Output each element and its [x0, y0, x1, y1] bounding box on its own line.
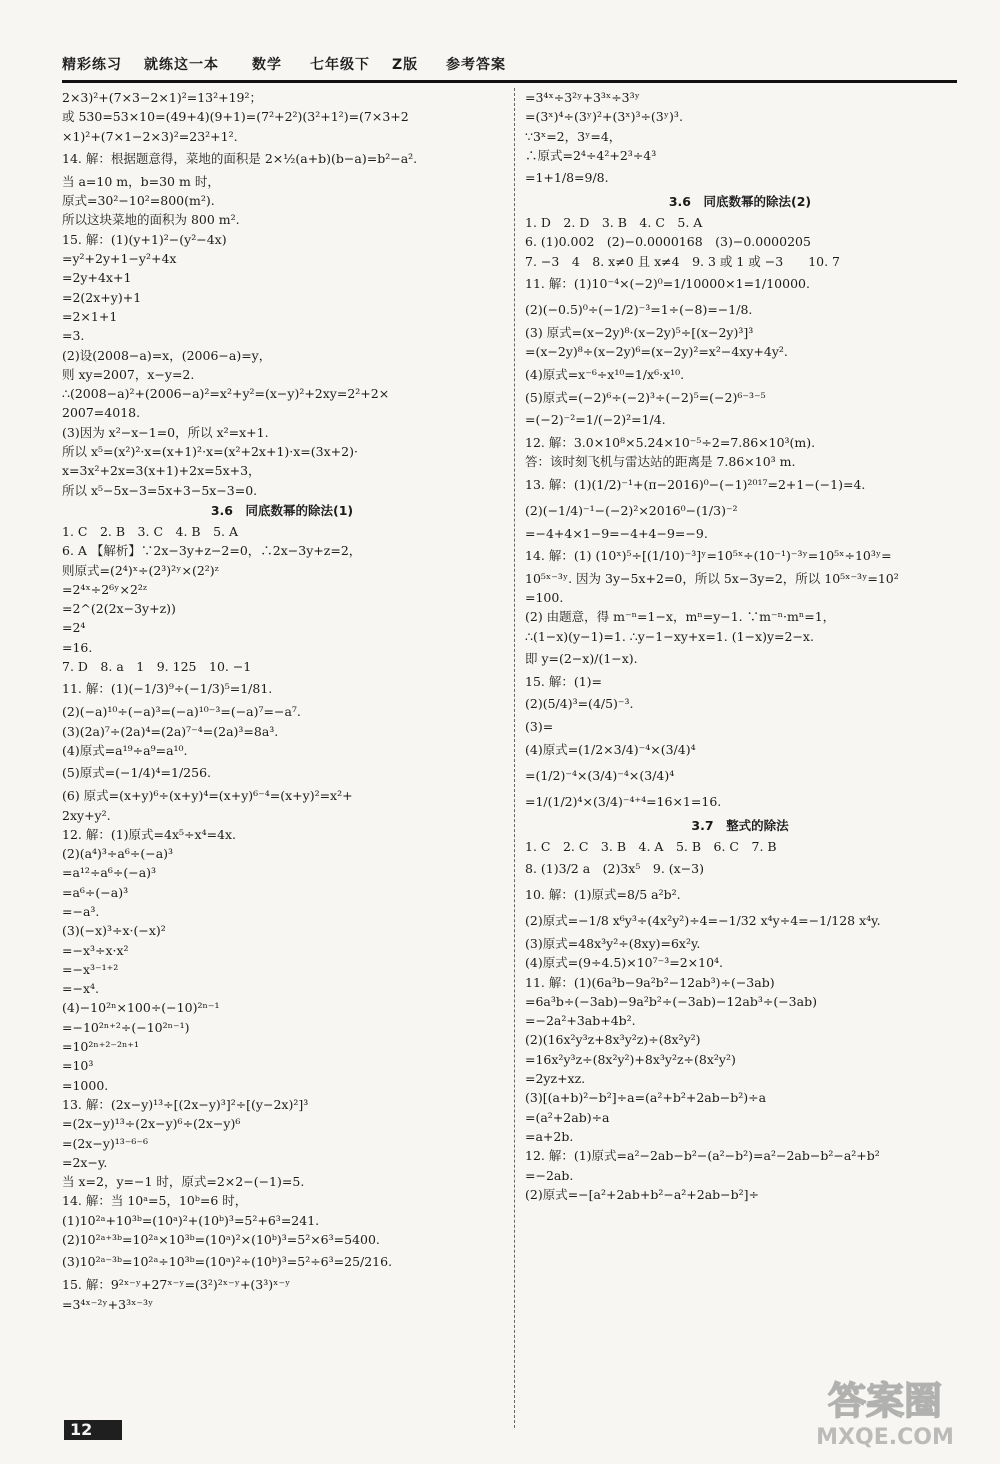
answer-line: (2)(a⁴)³÷a⁶÷(−a)³	[62, 846, 174, 862]
answer-line: (4)原式=(9÷4.5)×10⁷⁻³=2×10⁴.	[525, 955, 724, 971]
answer-line: 或 530=53×10=(49+4)(9+1)=(7²+2²)(3²+1²)=(7×3+2	[62, 109, 409, 125]
answer-line: (2)(5/4)³=(4/5)⁻³.	[525, 696, 634, 712]
answer-line: =(a²+2ab)÷a	[525, 1109, 610, 1125]
answer-line: =−a³.	[62, 903, 100, 919]
answer-line: =(−2)⁻²=1/(−2)²=1/4.	[525, 411, 666, 427]
answer-line: 14. 解：(1) (10ˣ)⁵÷[(1/10)⁻³]ʸ=10⁵ˣ÷(10⁻¹)⁻³ʸ=10⁵ˣ÷10³ʸ=	[525, 547, 892, 563]
answer-line: =(x−2y)⁸÷(x−2y)⁶=(x−2y)²=x²−4xy+4y².	[525, 344, 788, 360]
answer-line: (2)(−a)¹⁰÷(−a)³=(−a)¹⁰⁻³=(−a)⁷=−a⁷.	[62, 704, 301, 720]
answer-line: (1)10²ᵃ+10³ᵇ=(10ᵃ)²+(10ᵇ)³=5²+6³=241.	[62, 1212, 320, 1228]
answer-line: (4)原式=x⁻⁶÷x¹⁰=1/x⁶·x¹⁰.	[525, 366, 685, 382]
answer-line: 10⁵ˣ⁻³ʸ. 因为 3y−5x+2=0，所以 5x−3y=2，所以 10⁵ˣ⁻³ʸ=10²	[525, 570, 899, 586]
answer-line: 14. 解：根据题意得，菜地的面积是 2×½(a+b)(b−a)=b²−a².	[62, 150, 418, 166]
answer-line: ∵3ˣ=2，3ʸ=4，	[525, 128, 622, 144]
answer-line: 15. 解：(1)(y+1)²−(y²−4x)	[62, 231, 227, 247]
answer-line: 则原式=(2⁴)ˣ÷(2³)²ʸ×(2²)ᶻ	[62, 562, 219, 578]
answer-line: 7. D 8. a 1 9. 125 10. −1	[62, 659, 252, 675]
answer-line: =2yz+xz.	[525, 1071, 586, 1087]
answer-line: =a⁶÷(−a)³	[62, 884, 129, 900]
answer-line: =−2ab.	[525, 1167, 574, 1183]
grade: 七年级下	[310, 57, 370, 73]
answer-line: =16.	[62, 639, 93, 655]
answer-line: =−10²ⁿ⁺²÷(−10²ⁿ⁻¹)	[62, 1019, 190, 1035]
column-divider	[514, 88, 515, 1428]
answer-line: 当 x=2，y=−1 时，原式=2×2−(−1)=5.	[62, 1174, 305, 1190]
answer-line: (3)原式=48x³y²÷(8xy)=6x²y.	[525, 935, 701, 951]
answer-line: (3)(2a)⁷÷(2a)⁴=(2a)⁷⁻⁴=(2a)³=8a³.	[62, 723, 279, 739]
answer-line: (3)[(a+b)²−b²]÷a=(a²+b²+2ab−b²)÷a	[525, 1090, 767, 1106]
answer-line: 6. (1)0.002 (2)−0.0000168 (3)−0.0000205	[525, 234, 811, 250]
watermark-logo	[800, 1372, 970, 1452]
answer-line: =3⁴ˣ÷3²ʸ+3³ˣ÷3³ʸ	[525, 90, 640, 105]
answer-line: (2) 由题意，得 m⁻ⁿ=1−x，mⁿ=y−1. ∵m⁻ⁿ·mⁿ=1，	[525, 609, 836, 625]
answer-line: 13. 解：(2x−y)¹³÷[(2x−y)³]²÷[(y−2x)²]³	[62, 1096, 309, 1112]
book-title: 精彩练习	[62, 57, 122, 73]
answer-line: 所以这块菜地的面积为 800 m².	[62, 212, 240, 228]
answer-line: =16x²y³z÷(8x²y²)+8x³y²z÷(8x²y²)	[525, 1051, 736, 1067]
watermark-text-cn: 答案圈	[827, 1379, 943, 1423]
page-number: 12	[64, 1420, 122, 1440]
subject: 数学	[252, 57, 282, 73]
answer-line: 1. C 2. B 3. C 4. B 5. A	[62, 523, 239, 539]
left-column	[62, 88, 502, 1314]
answer-line: ∴原式=2⁴÷4²+2³÷4³	[525, 147, 657, 163]
page-header	[62, 54, 957, 83]
answer-line: ∴(1−x)(y−1)=1. ∴y−1−xy+x=1. (1−x)y=2−x.	[525, 628, 814, 644]
answer-line: =−2a²+3ab+4b².	[525, 1013, 636, 1029]
answer-line: =2(2x+y)+1	[62, 289, 142, 305]
answer-line: =2^(2(2x−3y+z))	[62, 601, 176, 617]
answer-line: 14. 解：当 10ᵃ=5，10ᵇ=6 时，	[62, 1193, 248, 1209]
answer-line: =6a³b÷(−3ab)−9a²b²÷(−3ab)−12ab³÷(−3ab)	[525, 993, 817, 1009]
answer-line: 所以 x⁵−5x−3=5x+3−5x−3=0.	[62, 482, 258, 498]
answer-line: =−x³÷x·x²	[62, 942, 129, 958]
answer-line: 15. 解：(1)=	[525, 674, 603, 690]
answer-line: 2xy+y².	[62, 807, 111, 823]
answer-line: 即 y=(2−x)/(1−x).	[525, 651, 638, 667]
answer-line: 12. 解：(1)原式=a²−2ab−b²−(a²−b²)=a²−2ab−b²−a²+b²	[525, 1148, 880, 1164]
answer-line: =2×1+1	[62, 308, 118, 324]
answer-line: (2)设(2008−a)=x，(2006−a)=y，	[62, 347, 272, 363]
answer-line: 2007=4018.	[62, 405, 141, 421]
section-heading: 3.7 整式的除法	[691, 817, 789, 833]
answer-line: 10. 解：(1)原式=8/5 a²b².	[525, 886, 681, 902]
answer-line: (2)(16x²y³z+8x³y²z)÷(8x²y²)	[525, 1032, 701, 1048]
answer-line: =(2x−y)¹³⁻⁶⁻⁶	[62, 1135, 149, 1151]
answer-line: =2y+4x+1	[62, 270, 132, 286]
answer-line: 6. A 【解析】∵2x−3y+z−2=0，∴2x−3y+z=2，	[62, 543, 362, 559]
edition: Z版	[392, 57, 419, 73]
answer-line: 1. D 2. D 3. B 4. C 5. A	[525, 215, 703, 231]
answer-line: =10²ⁿ⁺²⁻²ⁿ⁺¹	[62, 1039, 140, 1055]
answer-line: (2)原式=−[a²+2ab+b²−a²+2ab−b²]÷	[525, 1186, 760, 1202]
answer-line: (2)原式=−1/8 x⁶y³÷(4x²y²)÷4=−1/32 x⁴y÷4=−1/128 x⁴y.	[525, 912, 881, 928]
watermark-text-url: MXQE.COM	[816, 1425, 954, 1450]
answer-line: =2x−y.	[62, 1154, 108, 1170]
answer-line: (5)原式=(−1/4)⁴=1/256.	[62, 765, 212, 781]
answer-line: =a¹²÷a⁶÷(−a)³	[62, 865, 157, 881]
answer-line: =(1/2)⁻⁴×(3/4)⁻⁴×(3/4)⁴	[525, 767, 675, 783]
answer-line: 11. 解：(1)10⁻⁴×(−2)⁰=1/10000×1=1/10000.	[525, 276, 810, 292]
answer-line: 所以 x⁵=(x²)²·x=(x+1)²·x=(x²+2x+1)·x=(3x+2)·	[62, 444, 358, 460]
answer-line: 15. 解：9²ˣ⁻ʸ+27ˣ⁻ʸ=(3²)²ˣ⁻ʸ+(3³)ˣ⁻ʸ	[62, 1277, 291, 1293]
answer-line: 答：该时刻飞机与雷达站的距离是 7.86×10³ m.	[525, 454, 796, 470]
answer-line: =3⁴ˣ⁻²ʸ+3³ˣ⁻³ʸ	[62, 1296, 154, 1312]
right-column	[525, 88, 955, 1204]
section-heading: 3.6 同底数幂的除法(1)	[210, 502, 354, 518]
answer-line: 11. 解：(1)(6a³b−9a²b²−12ab³)÷(−3ab)	[525, 974, 775, 990]
answer-line: =100.	[525, 590, 564, 606]
answer-line: (2)(−0.5)⁰÷(−1/2)⁻³=1÷(−8)=−1/8.	[525, 302, 753, 318]
answer-line: 12. 解：(1)原式=4x⁵÷x⁴=4x.	[62, 826, 237, 842]
answer-line: (3)(−x)³÷x·(−x)²	[62, 923, 166, 939]
answer-line: 12. 解：3.0×10⁸×5.24×10⁻⁵÷2=7.86×10³(m).	[525, 434, 816, 450]
answer-line: (4)原式=(1/2×3/4)⁻⁴×(3/4)⁴	[525, 741, 696, 757]
answer-line: (2)(−1/4)⁻¹−(−2)²×2016⁰−(1/3)⁻²	[525, 502, 738, 518]
answer-line: (3) 原式=(x−2y)⁸·(x−2y)⁵÷[(x−2y)³]³	[525, 325, 754, 341]
answer-line: =(2x−y)¹³÷(2x−y)⁶÷(2x−y)⁶	[62, 1116, 241, 1132]
answer-line: ∴(2008−a)²+(2006−a)²=x²+y²=(x−y)²+2xy=2²+2×	[62, 386, 390, 402]
answer-line: x=3x²+2x=3(x+1)+2x=5x+3，	[62, 463, 261, 479]
answer-line: (4)原式=a¹⁹÷a⁹=a¹⁰.	[62, 742, 188, 758]
answer-line: =10³	[62, 1058, 94, 1074]
answer-line: =y²+2y+1−y²+4x	[62, 251, 177, 267]
answer-line: (5)原式=(−2)⁶÷(−2)³÷(−2)⁵=(−2)⁶⁻³⁻⁵	[525, 389, 766, 405]
answer-line: =3.	[62, 328, 85, 344]
answer-line: =(3ˣ)⁴÷(3ʸ)²+(3ˣ)³÷(3ʸ)³.	[525, 109, 683, 125]
answer-line: 7. −3 4 8. x≠0 且 x≠4 9. 3 或 1 或 −3 10. 7	[525, 253, 841, 269]
answer-line: 2×3)²+(7×3−2×1)²=13²+19²；	[62, 90, 263, 105]
answer-line: (3)=	[525, 719, 554, 735]
answer-line: (2)10²ᵃ⁺³ᵇ=10²ᵃ×10³ᵇ=(10ᵃ)²×(10ᵇ)³=5²×6³=5400.	[62, 1232, 380, 1248]
answer-line: =a+2b.	[525, 1128, 574, 1144]
answer-line: =−x³⁻¹⁺²	[62, 961, 119, 977]
answer-line: 8. (1)3/2 a (2)3x⁵ 9. (x−3)	[525, 860, 704, 876]
answer-line: (6) 原式=(x+y)⁶÷(x+y)⁴=(x+y)⁶⁻⁴=(x+y)²=x²+	[62, 788, 353, 804]
answer-line: =1000.	[62, 1077, 109, 1093]
section-heading: 3.6 同底数幂的除法(2)	[668, 194, 812, 210]
answer-line: 原式=30²−10²=800(m²).	[62, 193, 215, 209]
answer-line: =2⁴ˣ÷2⁶ʸ×2²ᶻ	[62, 581, 148, 597]
series-title: 就练这一本	[144, 57, 219, 73]
answer-line: =2⁴	[62, 620, 86, 636]
answer-line: 则 xy=2007，x−y=2.	[62, 366, 195, 382]
answer-line: 11. 解：(1)(−1/3)⁹÷(−1/3)⁵=1/81.	[62, 681, 273, 697]
answer-line: ×1)²+(7×1−2×3)²=23²+1².	[62, 128, 238, 144]
answer-line: 当 a=10 m，b=30 m 时，	[62, 173, 220, 189]
answer-line: (4)−10²ⁿ×100÷(−10)²ⁿ⁻¹	[62, 1000, 220, 1016]
answer-line: =1+1/8=9/8.	[525, 170, 609, 186]
answer-line: =−4+4×1−9=−4+4−9=−9.	[525, 525, 708, 541]
section-label: 参考答案	[446, 57, 506, 73]
answer-line: (3)因为 x²−x−1=0，所以 x²=x+1.	[62, 424, 269, 440]
answer-line: =1/(1/2)⁴×(3/4)⁻⁴⁺⁴=16×1=16.	[525, 793, 722, 809]
answer-line: =−x⁴.	[62, 981, 99, 997]
answer-line: 1. C 2. C 3. B 4. A 5. B 6. C 7. B	[525, 838, 777, 854]
answer-line: (3)10²ᵃ⁻³ᵇ=10²ᵃ÷10³ᵇ=(10ᵃ)²÷(10ᵇ)³=5²÷6³=25/216.	[62, 1254, 393, 1270]
answer-line: 13. 解：(1)(1/2)⁻¹+(π−2016)⁰−(−1)²⁰¹⁷=2+1−(−1)=4.	[525, 476, 866, 492]
